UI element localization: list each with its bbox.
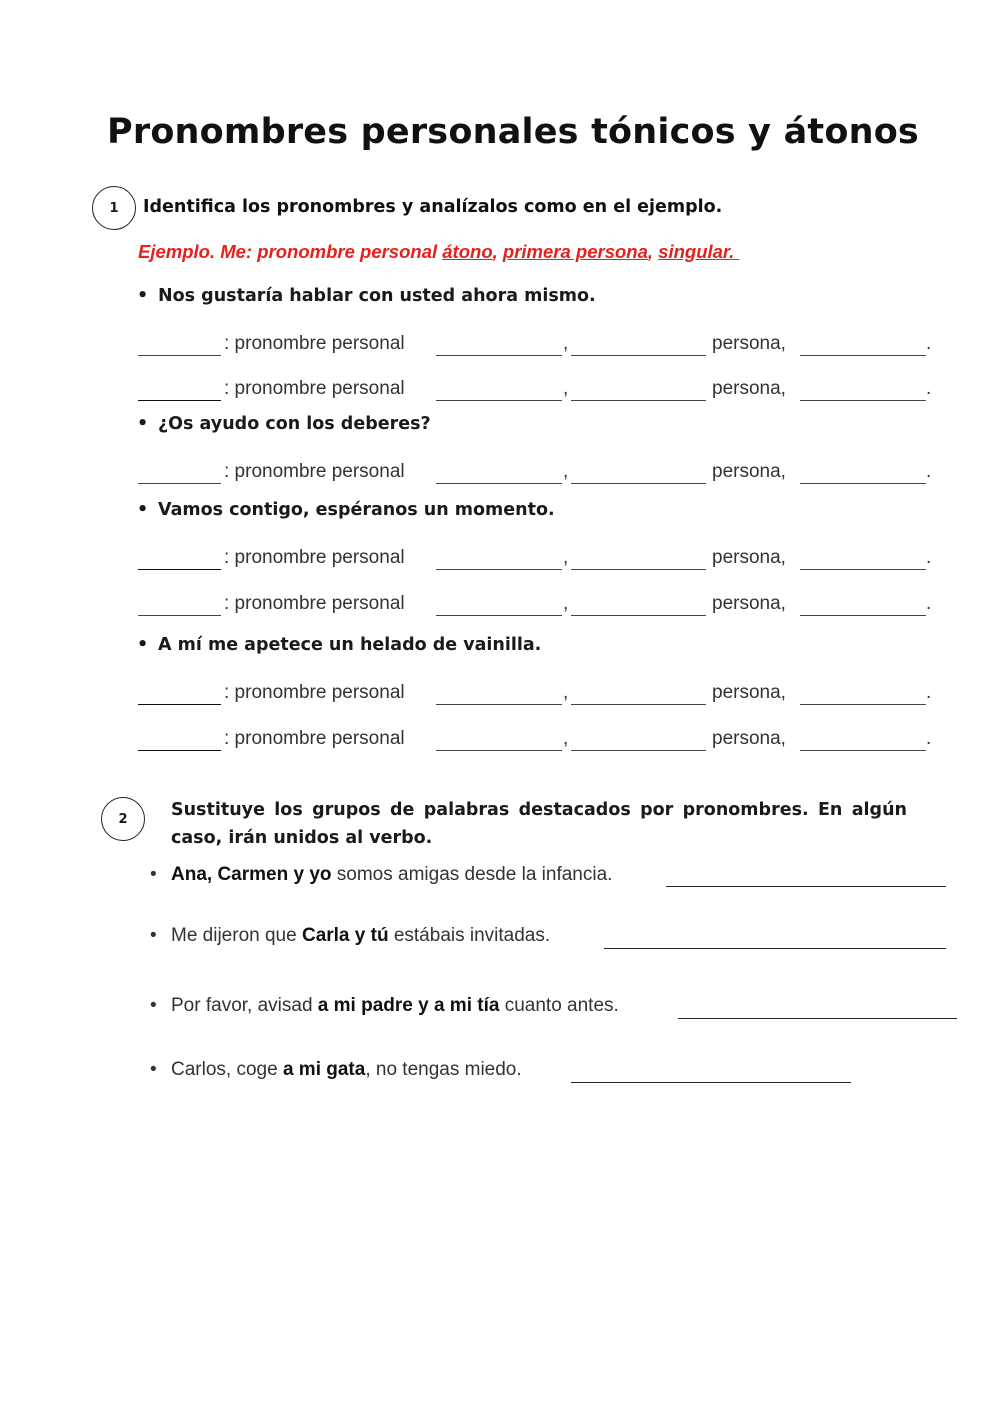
type-blank[interactable] — [436, 483, 562, 484]
bullet-icon: • — [137, 635, 149, 655]
answer-line-2[interactable] — [604, 948, 946, 949]
bullet-icon: • — [137, 414, 149, 434]
answer-row — [138, 593, 930, 619]
answer-label-personal: : pronombre personal — [224, 547, 405, 568]
bullet-icon: • — [150, 995, 157, 1016]
pronoun-blank[interactable] — [138, 569, 221, 570]
exercise-item-3: • Por favor, avisad a mi padre y a mi tía cuanto antes. — [150, 995, 619, 1016]
answer-label-persona: persona, — [712, 593, 786, 614]
answer-row — [138, 547, 930, 573]
answer-label-persona: persona, — [712, 333, 786, 354]
answer-row — [138, 728, 930, 754]
answer-label-personal: : pronombre personal — [224, 461, 405, 482]
section-2-instruction: Sustituye los grupos de palabras destacados por pronombres. En algún caso, irán unidos al verbo. — [171, 800, 907, 848]
type-blank[interactable] — [436, 615, 562, 616]
pronoun-blank[interactable] — [138, 615, 221, 616]
number-blank[interactable] — [800, 355, 926, 356]
section-1-instruction: Identifica los pronombres y analízalos como en el ejemplo. — [143, 197, 723, 217]
answer-comma: , — [563, 547, 569, 568]
pronoun-blank[interactable] — [138, 750, 221, 751]
person-blank[interactable] — [571, 704, 706, 705]
example-number: singular. — [658, 241, 735, 262]
highlighted-words: a mi gata — [282, 1059, 366, 1080]
answer-label-persona: persona, — [712, 461, 786, 482]
sentence-4 — [137, 635, 541, 655]
type-blank[interactable] — [436, 400, 562, 401]
answer-period: . — [926, 333, 932, 354]
answer-label-persona: persona, — [712, 378, 786, 399]
bullet-icon: • — [150, 925, 157, 946]
pronoun-blank[interactable] — [138, 355, 221, 356]
answer-label-personal: : pronombre personal — [224, 333, 405, 354]
pronoun-blank[interactable] — [138, 704, 221, 705]
sentence-text: Nos gustaría hablar con usted ahora mismo. — [158, 286, 596, 306]
example-sep: , — [647, 241, 659, 262]
sentence-text: ¿Os ayudo con los deberes? — [158, 414, 431, 434]
person-blank[interactable] — [571, 400, 706, 401]
sentence-text: Vamos contigo, espéranos un momento. — [158, 500, 555, 520]
answer-row — [138, 682, 930, 708]
number-blank[interactable] — [800, 750, 926, 751]
type-blank[interactable] — [436, 750, 562, 751]
person-blank[interactable] — [571, 750, 706, 751]
number-blank[interactable] — [800, 704, 926, 705]
example-prefix: Ejemplo. Me: pronombre personal — [138, 241, 443, 262]
page-title: Pronombres personales tónicos y átonos — [107, 112, 919, 152]
pronoun-blank[interactable] — [138, 400, 221, 401]
pronoun-blank[interactable] — [138, 483, 221, 484]
answer-period: . — [926, 461, 932, 482]
bullet-icon: • — [150, 864, 157, 885]
bullet-icon: • — [150, 1059, 157, 1080]
answer-period: . — [926, 682, 932, 703]
answer-label-persona: persona, — [712, 682, 786, 703]
person-blank[interactable] — [571, 483, 706, 484]
example-text — [138, 241, 739, 263]
answer-period: . — [926, 728, 932, 749]
answer-label-personal: : pronombre personal — [224, 593, 405, 614]
person-blank[interactable] — [571, 355, 706, 356]
answer-label-personal: : pronombre personal — [224, 378, 405, 399]
highlighted-words: a mi padre y a mi tía — [317, 995, 500, 1016]
person-blank[interactable] — [571, 569, 706, 570]
answer-comma: , — [563, 378, 569, 399]
answer-line-3[interactable] — [678, 1018, 957, 1019]
section-2-number: 2 — [101, 797, 145, 841]
answer-row — [138, 461, 930, 487]
type-blank[interactable] — [436, 355, 562, 356]
exercise-item-4: • Carlos, coge a mi gata, no tengas miedo. — [150, 1059, 522, 1080]
answer-period: . — [926, 593, 932, 614]
number-blank[interactable] — [800, 400, 926, 401]
number-blank[interactable] — [800, 615, 926, 616]
answer-period: . — [926, 378, 932, 399]
bullet-icon: • — [137, 500, 149, 520]
answer-row — [138, 378, 930, 404]
answer-comma: , — [563, 333, 569, 354]
answer-line-1[interactable] — [666, 886, 946, 887]
example-person: primera persona — [502, 241, 648, 262]
type-blank[interactable] — [436, 704, 562, 705]
answer-label-personal: : pronombre personal — [224, 682, 405, 703]
answer-label-persona: persona, — [712, 547, 786, 568]
example-sep: , — [492, 241, 503, 262]
exercise-item-2: • Me dijeron que Carla y tú estábais invitadas. — [150, 925, 551, 946]
example-type: átono — [442, 241, 493, 262]
answer-comma: , — [563, 461, 569, 482]
sentence-text: A mí me apetece un helado de vainilla. — [158, 635, 542, 655]
number-blank[interactable] — [800, 483, 926, 484]
answer-comma: , — [563, 593, 569, 614]
example-trailing-space — [734, 241, 739, 262]
section-1-number: 1 — [92, 186, 136, 230]
answer-comma: , — [563, 728, 569, 749]
answer-row — [138, 333, 930, 359]
bullet-icon: • — [137, 286, 149, 306]
type-blank[interactable] — [436, 569, 562, 570]
answer-label-persona: persona, — [712, 728, 786, 749]
exercise-item-1: • Ana, Carmen y yo somos amigas desde la infancia. — [150, 864, 613, 885]
highlighted-words: Ana, Carmen y yo — [171, 864, 332, 885]
answer-line-4[interactable] — [571, 1082, 851, 1083]
sentence-2 — [137, 414, 431, 434]
sentence-3 — [137, 500, 555, 520]
answer-comma: , — [563, 682, 569, 703]
sentence-1 — [137, 286, 596, 306]
highlighted-words: Carla y tú — [301, 925, 389, 946]
answer-label-personal: : pronombre personal — [224, 728, 405, 749]
person-blank[interactable] — [571, 615, 706, 616]
answer-period: . — [926, 547, 932, 568]
number-blank[interactable] — [800, 569, 926, 570]
